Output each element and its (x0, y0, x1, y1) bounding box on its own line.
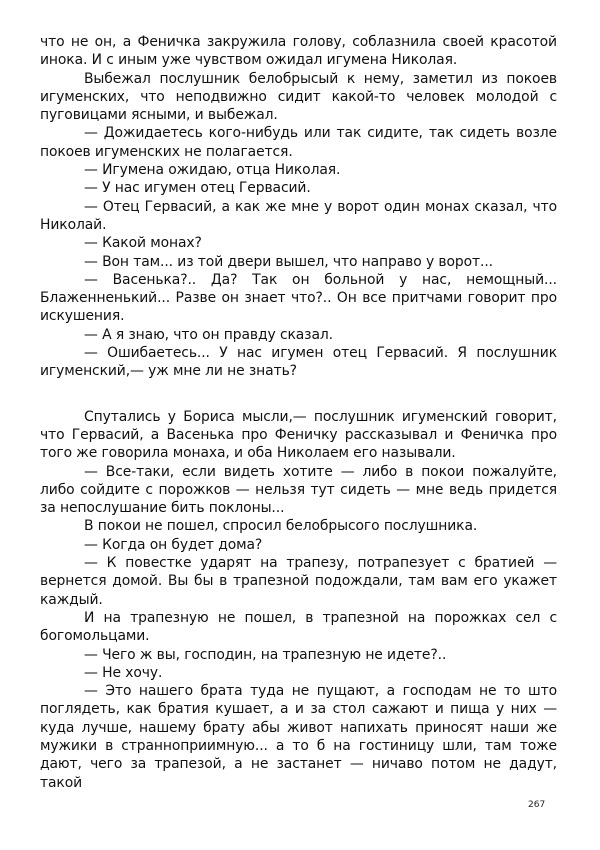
dialogue-line: — Не хочу. (84, 664, 163, 681)
dialogue-line: — Это нашего брата туда не пущают, а господам не то што поглядеть, как братия кушает, а и за стол сажают и пища у них — куда лучше, нашему брату абы живот напихать приносят наши же мужики в странноприимную... а то б на гостиницу шли, там тоже дают, чего за трапезой, а не застанет — ничаво потом не дадут, такой (40, 683, 557, 791)
paragraph: И на трапезную не пошел, в трапезной на порожках сел с богомольцами. (40, 609, 557, 645)
dialogue-line: — Когда он будет дома? (84, 536, 263, 553)
paragraph: что не он, а Феничка закружила голову, соблазнила своей красотой инока. И с иным уже чувством ожидал игумена Николая. (40, 34, 557, 69)
dialogue-line: — Ошибаетесь... У нас игумен отец Гервасий. Я послушник игуменский,— уж мне ли не знать? (40, 345, 557, 380)
paragraph: Выбежал послушник белобрысый к нему, заметил из покоев игуменских, что неподвижно сидит какой-то человек молодой с пуговицами ясными, и выбежал. (40, 70, 557, 124)
dialogue-line: — Игумена ожидаю, отца Николая. (84, 162, 341, 179)
section-break (40, 381, 557, 408)
page-number: 267 (528, 800, 546, 810)
dialogue-line: — Вон там... из той двери вышел, что направо у ворот... (84, 253, 493, 270)
dialogue-line: — Какой монах? (84, 235, 202, 252)
dialogue-line: — К повестке ударят на трапезу, потрапезует с братией — вернется домой. Вы бы в трапезной подождали, там вам его укажет каждый. (40, 555, 557, 608)
dialogue-line: — Дожидаетесь кого-нибудь или так сидите, так сидеть возле покоев игуменских не полагается. (40, 125, 557, 160)
dialogue-line: — Чего ж вы, господин, на трапезную не идете?.. (84, 646, 447, 663)
dialogue-line: — Отец Гервасий, а как же мне у ворот один монах сказал, что Николай. (40, 198, 557, 233)
dialogue-line: — А я знаю, что он правду сказал. (84, 326, 333, 343)
paragraph: Спутались у Бориса мысли,— послушник игуменский говорит, что Гервасий, а Васенька про Феничку рассказывал и Феничка про того же говорила монаха, и оба Николаем его называли. (40, 408, 557, 462)
dialogue-line: — У нас игумен отец Гервасий. (84, 180, 311, 197)
paragraph: В покои не пошел, спросил белобрысого послушника. (84, 518, 478, 535)
book-page-text (40, 33, 557, 792)
dialogue-line: — Васенька?.. Да? Так он больной у нас, немощный... Блаженненький... Разве он знает что?.. Он все притчами говорит про искушения. (40, 271, 557, 325)
dialogue-line: — Все-таки, если видеть хотите — либо в покои пожалуйте, либо сойдите с порожков — нельзя тут сидеть — мне ведь придется за непослушание бить поклоны... (40, 463, 557, 517)
